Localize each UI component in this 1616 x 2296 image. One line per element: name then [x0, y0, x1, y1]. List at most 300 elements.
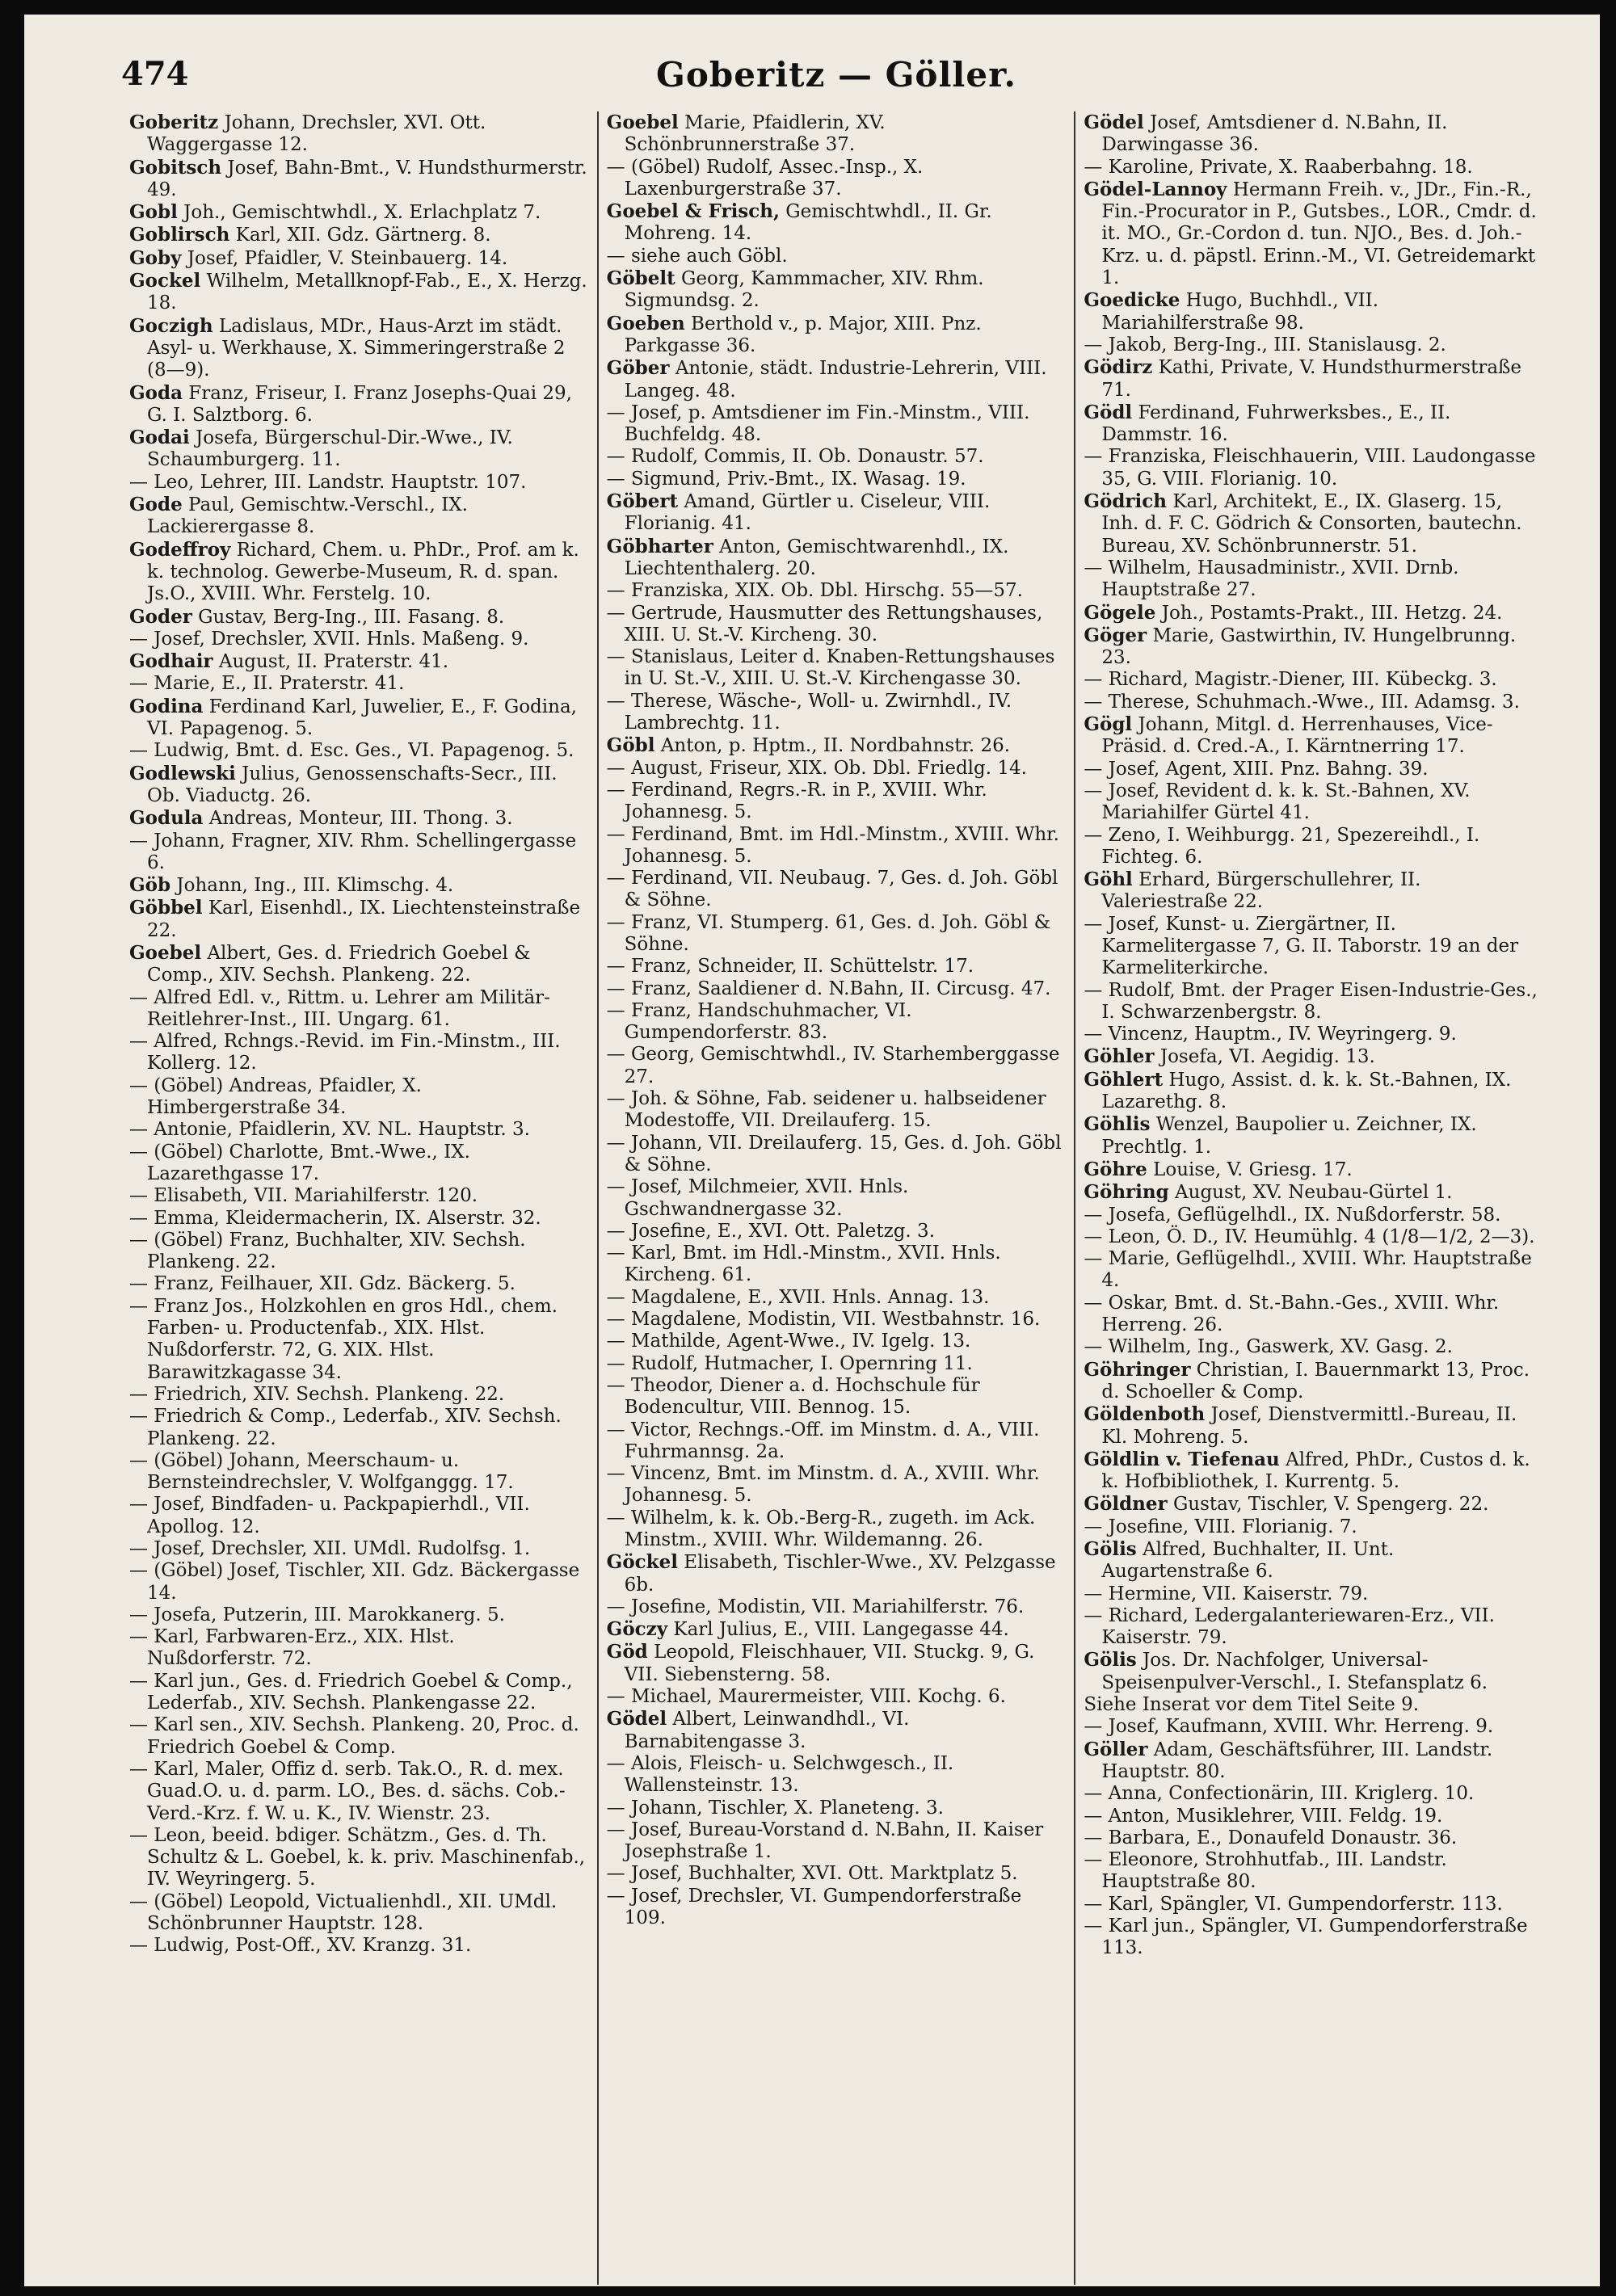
directory-entry: [607, 313, 1067, 358]
directory-entry: [1084, 111, 1543, 157]
entry-text: — siehe auch Göbl.: [606, 245, 788, 267]
entry-surname: Göller: [1084, 1738, 1148, 1760]
entry-text: — Josef, Milchmeier, XVII. Hnls. Gschwandnergasse 32.: [606, 1176, 909, 1220]
entry-text: Josef, Bahn-Bmt., V. Hundsthurmerstr. 49.: [147, 157, 587, 200]
entry-text: Ladislaus, MDr., Haus-Arzt im städt. Asyl- u. Werkhause, X. Simmeringerstraße 2 (8—9).: [147, 315, 566, 381]
directory-entry: [1084, 624, 1543, 670]
directory-entry: [607, 1618, 1067, 1641]
entry-surname: Gögele: [1084, 601, 1156, 624]
entry-text: Berthold v., p. Major, XIII. Pnz. Parkgasse 36.: [624, 313, 982, 356]
entry-text: — Ferdinand, Bmt. im Hdl.-Minstm., XVIII. Whr. Johannesg. 5.: [606, 823, 1059, 867]
entry-text: — Josefine, E., XVI. Ott. Paletzg. 3.: [606, 1220, 936, 1242]
entry-text: — Ludwig, Post-Off., XV. Kranzg. 31.: [129, 1935, 472, 1957]
entry-text: Marie, Gastwirthin, IV. Hungelbrunng. 23.: [1101, 624, 1517, 669]
entry-text: — Leon, beeid. bdiger. Schätzm., Ges. d. Th. Schultz & L. Goebel, k. k. priv. Maschinenfab., IV. Weyringerg. 5.: [129, 1824, 586, 1890]
entry-surname: Godeffroy: [129, 538, 231, 561]
entry-text: Karl, Eisenhdl., IX. Liechtensteinstraße 22.: [147, 898, 581, 941]
directory-entry: [607, 111, 1067, 157]
directory-entry: [607, 956, 1067, 978]
directory-entry: [129, 1384, 589, 1406]
entry-text: — (Göbel) Franz, Buchhalter, XIV. Sechsh. Plankeng. 22.: [129, 1229, 526, 1273]
entry-text: Anton, p. Hptm., II. Nordbahnstr. 26.: [660, 735, 1011, 757]
entry-surname: Göbbel: [129, 897, 203, 919]
entry-surname: Göbert: [606, 490, 679, 513]
entry-surname: Gölis: [1084, 1649, 1137, 1672]
directory-entry: [1084, 1739, 1543, 1784]
entry-text: Jos. Dr. Nachfolger, Universal-Speisenpulver-Verschl., I. Stefansplatz 6.: [1101, 1650, 1488, 1693]
directory-entry: [1084, 446, 1543, 490]
directory-entry: [129, 1296, 589, 1384]
entry-text: — Karl jun., Ges. d. Friedrich Goebel & Comp., Lederfab., XIV. Sechsh. Plankengasse 22.: [129, 1670, 573, 1714]
entry-text: — Josefa, Geflügelhdl., IX. Nußdorferstr. 58.: [1084, 1204, 1501, 1226]
directory-entry: [1084, 1894, 1543, 1915]
entry-text: — Michael, Maurermeister, VIII. Kochg. 6.: [606, 1686, 1006, 1708]
entry-text: Johann, Mitgl. d. Herrenhauses, Vice-Präsid. d. Cred.-A., I. Kärntnerring 17.: [1101, 714, 1493, 758]
directory-entry: [129, 807, 589, 830]
entry-text: — Johann, VII. Dreilauferg. 15, Ges. d. Joh. Göbl & Söhne.: [606, 1132, 1062, 1175]
entry-text: — (Göbel) Josef, Tischler, XII. Gdz. Bäckergasse 14.: [129, 1560, 580, 1604]
entry-surname: Göldlin v. Tiefenau: [1084, 1448, 1280, 1470]
directory-entry: [129, 315, 589, 382]
entry-text: — Jakob, Berg-Ing., III. Stanislausg. 2.: [1084, 334, 1446, 355]
entry-text: — (Göbel) Charlotte, Bmt.-Wwe., IX. Lazarethgasse 17.: [129, 1141, 470, 1184]
directory-entry: [1084, 1159, 1543, 1181]
directory-entry: [1084, 825, 1543, 869]
entry-text: — Josef, Kunst- u. Ziergärtner, II. Karmelitergasse 7, G. II. Taborstr. 19 an der Karmeliterkirche.: [1084, 913, 1519, 979]
entry-text: — Rudolf, Commis, II. Ob. Donaustr. 57.: [606, 446, 984, 468]
directory-entry: [607, 246, 1067, 267]
directory-entry: [1084, 1516, 1543, 1538]
entry-text: — Ferdinand, Regrs.-R. in P., XVIII. Whr. Johannesg. 5.: [606, 779, 987, 823]
directory-entry: [607, 691, 1067, 735]
directory-entry: [1084, 1827, 1543, 1849]
directory-entry: [129, 1031, 589, 1075]
directory-entry: [129, 539, 589, 606]
entry-text: — Friedrich & Comp., Lederfab., XIV. Sechsh. Plankeng. 22.: [129, 1406, 562, 1449]
directory-entry: [1084, 759, 1543, 780]
entry-text: Christian, I. Bauernmarkt 13, Proc. d. Schoeller & Comp.: [1101, 1359, 1530, 1402]
entry-text: — (Göbel) Johann, Meerschaum- u. Bernsteindrechsler, V. Wolfganggg. 17.: [129, 1449, 514, 1494]
directory-entry: [607, 1000, 1067, 1045]
entry-surname: Gödel-Lannoy: [1084, 178, 1227, 200]
directory-entry: [129, 831, 589, 875]
directory-entry: [607, 446, 1067, 468]
entry-text: — Ludwig, Bmt. d. Esc. Ges., VI. Papagenog. 5.: [129, 740, 574, 762]
entry-surname: Göhl: [1084, 868, 1133, 891]
directory-entry: [129, 740, 589, 762]
directory-entry: [607, 1309, 1067, 1331]
entry-surname: Göhlert: [1084, 1068, 1164, 1091]
entry-text: Franz, Friseur, I. Franz Josephs-Quai 29, G. I. Salztborg. 6.: [147, 382, 572, 426]
entry-text: — Josef, Buchhalter, XVI. Ott. Marktplatz 5.: [606, 1863, 1018, 1885]
directory-entry: [129, 696, 589, 741]
directory-entry: [129, 1935, 589, 1957]
entry-text: — Karl, Spängler, VI. Gumpendorferstr. 113.: [1084, 1893, 1503, 1915]
entry-surname: Gödrich: [1084, 490, 1167, 513]
entry-text: — (Göbel) Andreas, Pfaidler, X. Himbergerstraße 34.: [129, 1074, 422, 1119]
entry-text: — Zeno, I. Weihburgg. 21, Spezereihdl., I. Fichteg. 6.: [1084, 824, 1480, 868]
directory-entry: [129, 673, 589, 695]
entry-text: Josefa, VI. Aegidig. 13.: [1159, 1046, 1375, 1068]
directory-entry: [607, 200, 1067, 246]
directory-entry: [1084, 1538, 1543, 1583]
entry-text: — Mathilde, Agent-Wwe., IV. Igelg. 13.: [606, 1331, 971, 1352]
entry-text: — Franziska, Fleischhauerin, VIII. Laudongasse 35, G. VIII. Florianig. 10.: [1084, 446, 1536, 490]
directory-entry: [607, 1708, 1067, 1753]
entry-text: — Alois, Fleisch- u. Selchwgesch., II. Wallensteinstr. 13.: [606, 1752, 954, 1797]
directory-entry: [1084, 1806, 1543, 1827]
running-head: Goberitz — Göller.: [656, 55, 1016, 95]
directory-entry: [607, 1375, 1067, 1419]
directory-entry: [607, 1287, 1067, 1309]
directory-entry: [1084, 1403, 1543, 1449]
entry-surname: Goda: [129, 381, 183, 404]
entry-text: — Karl, Maler, Offiz d. serb. Tak.O., R. d. mex. Guad.O. u. d. parm. LO., Bes. d. sächs. Cob.-Verd.-Krz. f. W. u. K., IV. Wienstr. 23.: [129, 1758, 566, 1824]
directory-columns: [121, 111, 1551, 2285]
directory-entry: [607, 1886, 1067, 1930]
directory-entry: [1084, 868, 1543, 914]
page-header: [121, 55, 1551, 116]
directory-entry: [607, 536, 1067, 581]
entry-surname: Gockel: [129, 270, 201, 292]
directory-entry: [1084, 669, 1543, 691]
directory-entry: [607, 824, 1067, 868]
directory-entry: [607, 1353, 1067, 1375]
entry-text: — Josefine, VIII. Florianig. 7.: [1084, 1516, 1357, 1537]
entry-surname: Göbl: [606, 734, 655, 757]
directory-entry: [129, 111, 589, 157]
directory-entry: [607, 1551, 1067, 1596]
entry-text: — Anton, Musiklehrer, VIII. Feldg. 19.: [1084, 1805, 1443, 1827]
directory-entry: [129, 427, 589, 472]
entry-surname: Göckel: [606, 1551, 678, 1574]
directory-entry: [1084, 1226, 1543, 1248]
entry-text: — Josefine, Modistin, VII. Mariahilferstr. 76.: [606, 1596, 1025, 1617]
entry-surname: Göbharter: [606, 535, 713, 557]
directory-entry: [1084, 1045, 1543, 1068]
directory-entry: [607, 267, 1067, 313]
entry-surname: Godhair: [129, 650, 213, 673]
directory-entry: [607, 469, 1067, 490]
entry-surname: Göhringer: [1084, 1358, 1191, 1381]
entry-text: — Josef, Drechsler, XVII. Hnls. Maßeng. 9.: [129, 628, 529, 650]
entry-text: — Josef, Drechsler, VI. Gumpendorferstraße 109.: [606, 1885, 1022, 1929]
entry-text: — Eleonore, Strohhutfab., III. Landstr. Hauptstraße 80.: [1084, 1849, 1447, 1893]
directory-entry: [607, 780, 1067, 824]
directory-entry: [129, 1825, 589, 1891]
directory-entry: [1084, 179, 1543, 289]
entry-text: Richard, Chem. u. PhDr., Prof. am k. k. technolog. Gewerbe-Museum, R. d. span. Js.O., XVIII. Whr. Ferstelg. 10.: [147, 539, 579, 605]
directory-entry: [129, 1142, 589, 1186]
directory-entry: [1084, 1181, 1543, 1204]
directory-entry: [607, 734, 1067, 757]
entry-surname: Goebel: [129, 941, 202, 964]
entry-text: Andreas, Monteur, III. Thong. 3.: [208, 808, 513, 830]
entry-text: — Alfred Edl. v., Rittm. u. Lehrer am Militär-Reitlehrer-Inst., III. Ungarg. 61.: [129, 986, 550, 1030]
entry-text: Antonie, städt. Industrie-Lehrerin, VIII. Langeg. 48.: [624, 358, 1047, 402]
directory-entry: [129, 1714, 589, 1759]
entry-surname: Goebel: [606, 111, 679, 133]
entry-text: — Karoline, Private, X. Raaberbahng. 18.: [1084, 156, 1473, 178]
directory-entry: [607, 758, 1067, 780]
directory-entry: [1084, 402, 1543, 447]
page-number: 474: [121, 55, 189, 93]
directory-entry: [607, 580, 1067, 602]
directory-entry: [1084, 1359, 1543, 1404]
directory-entry: [129, 1560, 589, 1604]
entry-text: Johann, Drechsler, XVI. Ott. Waggergasse 12.: [147, 112, 486, 156]
entry-text: Johann, Ing., III. Klimschg. 4.: [176, 875, 454, 897]
directory-entry: [1084, 602, 1543, 624]
directory-entry: [607, 1798, 1067, 1819]
entry-text: Hugo, Assist. d. k. k. St.-Bahnen, IX. Lazarethg. 8.: [1101, 1069, 1512, 1113]
entry-text: — (Göbel) Rudolf, Assec.-Insp., X. Laxenburgerstraße 37.: [606, 156, 924, 200]
entry-text: — Leon, Ö. D., IV. Heumühlg. 4 (1/8—1/2, 2—3).: [1084, 1226, 1535, 1247]
entry-text: — Josef, Agent, XIII. Pnz. Bahng. 39.: [1084, 758, 1429, 780]
directory-entry: [607, 1419, 1067, 1464]
entry-text: Elisabeth, Tischler-Wwe., XV. Pelzgasse 6b.: [624, 1552, 1056, 1596]
entry-text: Gemischtwhdl., II. Gr. Mohreng. 14.: [624, 201, 992, 245]
directory-entry: [1084, 1694, 1543, 1716]
entry-surname: Gödel: [606, 1708, 667, 1730]
directory-entry: [129, 472, 589, 494]
entry-text: Ferdinand, Fuhrwerksbes., E., II. Dammstr. 16.: [1101, 402, 1451, 446]
directory-entry: [607, 1133, 1067, 1177]
directory-entry: [607, 1088, 1067, 1133]
directory-entry: [129, 942, 589, 987]
directory-entry: [607, 402, 1067, 447]
entry-text: — Stanislaus, Leiter d. Knaben-Rettungshauses in U. St.-V., XIII. U. St.-V. Kirchengasse 30.: [606, 646, 1055, 690]
entry-surname: Göhre: [1084, 1158, 1147, 1180]
directory-entry: [129, 1208, 589, 1230]
directory-entry: [607, 357, 1067, 402]
entry-text: Alfred, PhDr., Custos d. k. k. Hofbibliothek, I. Kurrentg. 5.: [1101, 1449, 1530, 1493]
entry-surname: Goeben: [606, 312, 685, 334]
directory-entry: [1084, 1205, 1543, 1226]
directory-entry: [129, 1604, 589, 1626]
entry-text: — Karl, Bmt. im Hdl.-Minstm., XVII. Hnls. Kircheng. 61.: [606, 1243, 1001, 1286]
entry-text: — Vincenz, Bmt. im Minstm. d. A., XVIII. Whr. Johannesg. 5.: [606, 1463, 1040, 1507]
entry-text: — Josef, p. Amtsdiener im Fin.-Minstm., VIII. Buchfeldg. 48.: [606, 402, 1030, 446]
entry-surname: Gödirz: [1084, 356, 1153, 379]
entry-text: — Franz, Feilhauer, XII. Gdz. Bäckerg. 5.: [129, 1273, 516, 1295]
entry-surname: Göldner: [1084, 1493, 1168, 1516]
directory-entry: [1084, 356, 1543, 402]
entry-text: Josef, Pfaidler, V. Steinbauerg. 14.: [187, 247, 508, 269]
entry-text: — Josefa, Putzerin, III. Marokkanerg. 5.: [129, 1604, 505, 1625]
directory-entry: [129, 606, 589, 629]
entry-text: Gustav, Tischler, V. Spengerg. 22.: [1172, 1494, 1489, 1516]
entry-text: — Franz, Saaldiener d. N.Bahn, II. Circusg. 47.: [606, 978, 1051, 999]
entry-text: Siehe Inserat vor dem Titel Seite 9.: [1084, 1694, 1420, 1716]
entry-text: — Antonie, Pfaidlerin, XV. NL. Hauptstr. 3.: [129, 1119, 530, 1141]
directory-entry: [607, 603, 1067, 647]
directory-entry: [129, 1075, 589, 1120]
directory-entry: [129, 763, 589, 808]
entry-text: — Magdalene, E., XVII. Hnls. Annag. 13.: [606, 1286, 990, 1308]
directory-entry: [607, 1221, 1067, 1243]
directory-entry: [129, 1759, 589, 1825]
directory-entry: [607, 1819, 1067, 1864]
directory-entry: [1084, 692, 1543, 713]
directory-entry: [607, 157, 1067, 201]
entry-text: — Elisabeth, VII. Mariahilferstr. 120.: [129, 1185, 478, 1207]
entry-text: Wenzel, Baupolier u. Zeichner, IX. Prechtlg. 1.: [1101, 1114, 1477, 1158]
entry-text: — Franz, Schneider, II. Schüttelstr. 17.: [606, 956, 974, 978]
entry-text: Josef, Amtsdiener d. N.Bahn, II. Darwingasse 36.: [1101, 112, 1448, 156]
directory-entry: [1084, 1069, 1543, 1114]
directory-entry: [129, 629, 589, 650]
directory-entry: [129, 1185, 589, 1207]
directory-entry: [1084, 1336, 1543, 1358]
directory-entry: [1084, 1783, 1543, 1805]
entry-surname: Goczigh: [129, 314, 213, 337]
directory-entry: [1084, 1248, 1543, 1293]
entry-text: — Therese, Schuhmach.-Wwe., III. Adamsg. 3.: [1084, 691, 1520, 713]
entry-text: — Gertrude, Hausmutter des Rettungshauses, XIII. U. St.-V. Kircheng. 30.: [606, 602, 1043, 645]
entry-text: — Leo, Lehrer, III. Landstr. Hauptstr. 107.: [129, 471, 527, 493]
entry-text: — Franz, Handschuhmacher, VI. Gumpendorferstr. 83.: [606, 999, 912, 1044]
directory-entry: [607, 1243, 1067, 1287]
directory-entry: [607, 1508, 1067, 1552]
entry-text: — Karl sen., XIV. Sechsh. Plankeng. 20, Proc. d. Friedrich Goebel & Comp.: [129, 1714, 579, 1758]
entry-text: — Rudolf, Hutmacher, I. Opernring 11.: [606, 1352, 973, 1374]
entry-surname: Goebel & Frisch,: [606, 200, 780, 223]
entry-text: — Victor, Rechngs.-Off. im Minstm. d. A., VIII. Fuhrmannsg. 2a.: [606, 1419, 1040, 1462]
directory-entry: [129, 1494, 589, 1538]
entry-surname: Goblirsch: [129, 224, 230, 246]
entry-text: — Barbara, E., Donaufeld Donaustr. 36.: [1084, 1827, 1458, 1848]
entry-text: Julius, Genossenschafts-Secr., III. Ob. Viaductg. 26.: [147, 763, 558, 806]
entry-text: — Alfred, Rchngs.-Revid. im Fin.-Minstm., III. Kollerg. 12.: [129, 1031, 561, 1074]
entry-text: — Josef, Bindfaden- u. Packpapierhdl., VII. Apollog. 12.: [129, 1494, 530, 1537]
directory-entry: [1084, 1449, 1543, 1494]
entry-surname: Godlewski: [129, 762, 236, 784]
entry-surname: Göhler: [1084, 1045, 1155, 1068]
entry-text: Marie, Pfaidlerin, XV. Schönbrunnerstraße 37.: [624, 112, 886, 156]
entry-text: — Emma, Kleidermacherin, IX. Alserstr. 32.: [129, 1207, 541, 1229]
column-2: [599, 111, 1075, 2285]
entry-surname: Goby: [129, 246, 182, 269]
entry-surname: Godai: [129, 427, 190, 449]
entry-surname: Gobitsch: [129, 156, 222, 179]
directory-entry: [129, 1671, 589, 1715]
entry-surname: Göd: [606, 1641, 648, 1663]
entry-text: Alfred, Buchhalter, II. Unt. Augartenstraße 6.: [1101, 1539, 1395, 1583]
entry-text: Joh., Postamts-Prakt., III. Hetzg. 24.: [1161, 602, 1503, 624]
entry-text: Erhard, Bürgerschullehrer, II. Valeriestraße 22.: [1101, 869, 1421, 913]
directory-entry: [129, 650, 589, 673]
directory-entry: [129, 1450, 589, 1495]
directory-entry: [129, 224, 589, 246]
directory-entry: [129, 897, 589, 942]
entry-text: Louise, V. Griesg. 17.: [1153, 1159, 1353, 1180]
entry-text: Paul, Gemischtw.-Verschl., IX. Lackierergasse 8.: [147, 494, 468, 538]
entry-surname: Gödel: [1084, 111, 1144, 133]
entry-text: Leopold, Fleischhauer, VII. Stuckg. 9, G. VII. Siebensterng. 58.: [624, 1642, 1035, 1685]
entry-text: — Wilhelm, Ing., Gaswerk, XV. Gasg. 2.: [1084, 1336, 1453, 1358]
entry-text: — Karl, Farbwaren-Erz., XIX. Hlst. Nußdorferstr. 72.: [129, 1626, 455, 1670]
entry-text: Amand, Gürtler u. Ciseleur, VIII. Florianig. 41.: [624, 491, 991, 535]
directory-page: [24, 15, 1600, 2286]
entry-text: — Anna, Confectionärin, III. Kriglerg. 10.: [1084, 1783, 1475, 1805]
entry-text: August, II. Praterstr. 41.: [218, 651, 449, 673]
entry-surname: Gölis: [1084, 1538, 1137, 1560]
entry-text: Josef, Dienstvermittl.-Bureau, II. Kl. Mohreng. 5.: [1101, 1404, 1517, 1448]
column-3: [1075, 111, 1551, 2285]
entry-surname: Göldenboth: [1084, 1403, 1206, 1426]
entry-surname: Göb: [129, 874, 171, 897]
entry-text: — Johann, Tischler, X. Planeteng. 3.: [606, 1797, 944, 1819]
directory-entry: [1084, 1113, 1543, 1159]
entry-text: — Josef, Revident d. k. k. St.-Bahnen, XV. Mariahilfer Gürtel 41.: [1084, 780, 1471, 824]
entry-text: — Theodor, Diener a. d. Hochschule für Bodencultur, VIII. Bennog. 15.: [606, 1374, 980, 1419]
entry-text: — Joh. & Söhne, Fab. seidener u. halbseidener Modestoffe, VII. Dreilauferg. 15.: [606, 1088, 1046, 1132]
entry-text: — August, Friseur, XIX. Ob. Dbl. Friedlg. 14.: [606, 757, 1027, 779]
entry-surname: Gobl: [129, 201, 178, 224]
entry-text: — Wilhelm, k. k. Ob.-Berg-R., zugeth. im Ack. Minstm., XVIII. Whr. Wildemanng. 26.: [606, 1507, 1036, 1550]
directory-entry: [1084, 1915, 1543, 1960]
directory-entry: [607, 1331, 1067, 1352]
directory-entry: [1084, 557, 1543, 602]
directory-entry: [1084, 1849, 1543, 1894]
entry-surname: Gode: [129, 494, 183, 516]
directory-entry: [129, 1119, 589, 1141]
entry-text: Kathi, Private, V. Hundsthurmerstraße 71.: [1101, 357, 1522, 401]
directory-entry: [607, 1686, 1067, 1708]
directory-entry: [1084, 1649, 1543, 1694]
directory-entry: [607, 1596, 1067, 1618]
entry-surname: Goder: [129, 605, 192, 628]
directory-entry: [129, 1538, 589, 1560]
directory-entry: [129, 157, 589, 202]
entry-text: — Vincenz, Hauptm., IV. Weyringerg. 9.: [1084, 1024, 1457, 1045]
entry-text: Georg, Kammmacher, XIV. Rhm. Sigmundsg. 2.: [624, 268, 984, 312]
directory-entry: [129, 201, 589, 224]
entry-text: — Marie, Geflügelhdl., XVIII. Whr. Hauptstraße 4.: [1084, 1248, 1532, 1292]
entry-text: Ferdinand Karl, Juwelier, E., F. Godina, VI. Papagenog. 5.: [147, 696, 577, 740]
directory-entry: [607, 490, 1067, 536]
entry-text: Karl, Architekt, E., IX. Glaserg. 15, Inh. d. F. C. Gödrich & Consorten, bautechn. Bureau, XV. Schönbrunnerstr. 51.: [1101, 491, 1522, 557]
entry-surname: Göbelt: [606, 267, 675, 290]
entry-text: Albert, Ges. d. Friedrich Goebel & Comp., XIV. Sechsh. Plankeng. 22.: [147, 942, 531, 986]
entry-surname: Godina: [129, 695, 204, 717]
entry-surname: Godula: [129, 807, 204, 830]
entry-text: Karl, XII. Gdz. Gärtnerg. 8.: [235, 225, 491, 246]
entry-text: Gustav, Berg-Ing., III. Fasang. 8.: [198, 606, 505, 628]
directory-entry: [607, 1176, 1067, 1221]
entry-text: Hugo, Buchhdl., VII. Mariahilferstraße 98.: [1101, 290, 1379, 334]
directory-entry: [607, 912, 1067, 957]
directory-entry: [129, 1230, 589, 1274]
entry-text: Anton, Gemischtwarenhdl., IX. Liechtenthalerg. 20.: [624, 536, 1009, 579]
entry-text: — Hermine, VII. Kaiserstr. 79.: [1084, 1583, 1369, 1604]
entry-text: — Josef, Drechsler, XII. UMdl. Rudolfsg. 1.: [129, 1538, 531, 1559]
directory-entry: [129, 1273, 589, 1295]
entry-text: Hermann Freih. v., JDr., Fin.-R., Fin.-Procurator in P., Gutsbes., LOR., Cmdr. d. it. MO., Gr.-Cordon d. tun. NJO., Bes. d. Joh.-Krz. u. d. päpstl. Erinn.-M., VI. Getreidemarkt 1.: [1101, 179, 1537, 289]
entry-text: — Magdalene, Modistin, VII. Westbahnstr. 16.: [606, 1309, 1041, 1331]
entry-text: — Richard, Magistr.-Diener, III. Kübeckg. 3.: [1084, 669, 1497, 691]
directory-entry: [129, 1406, 589, 1450]
entry-text: — Richard, Ledergalanteriewaren-Erz., VII. Kaiserstr. 79.: [1084, 1604, 1495, 1649]
entry-surname: Göhring: [1084, 1181, 1169, 1204]
directory-entry: [1084, 157, 1543, 179]
directory-entry: [607, 1463, 1067, 1508]
entry-text: — Georg, Gemischtwhdl., IV. Starhemberggasse 27.: [606, 1044, 1060, 1087]
directory-entry: [607, 1641, 1067, 1686]
entry-text: Albert, Leinwandhdl., VI. Barnabitengasse 3.: [624, 1709, 910, 1752]
entry-text: — (Göbel) Leopold, Victualienhdl., XII. UMdl. Schönbrunner Hauptstr. 128.: [129, 1890, 558, 1935]
